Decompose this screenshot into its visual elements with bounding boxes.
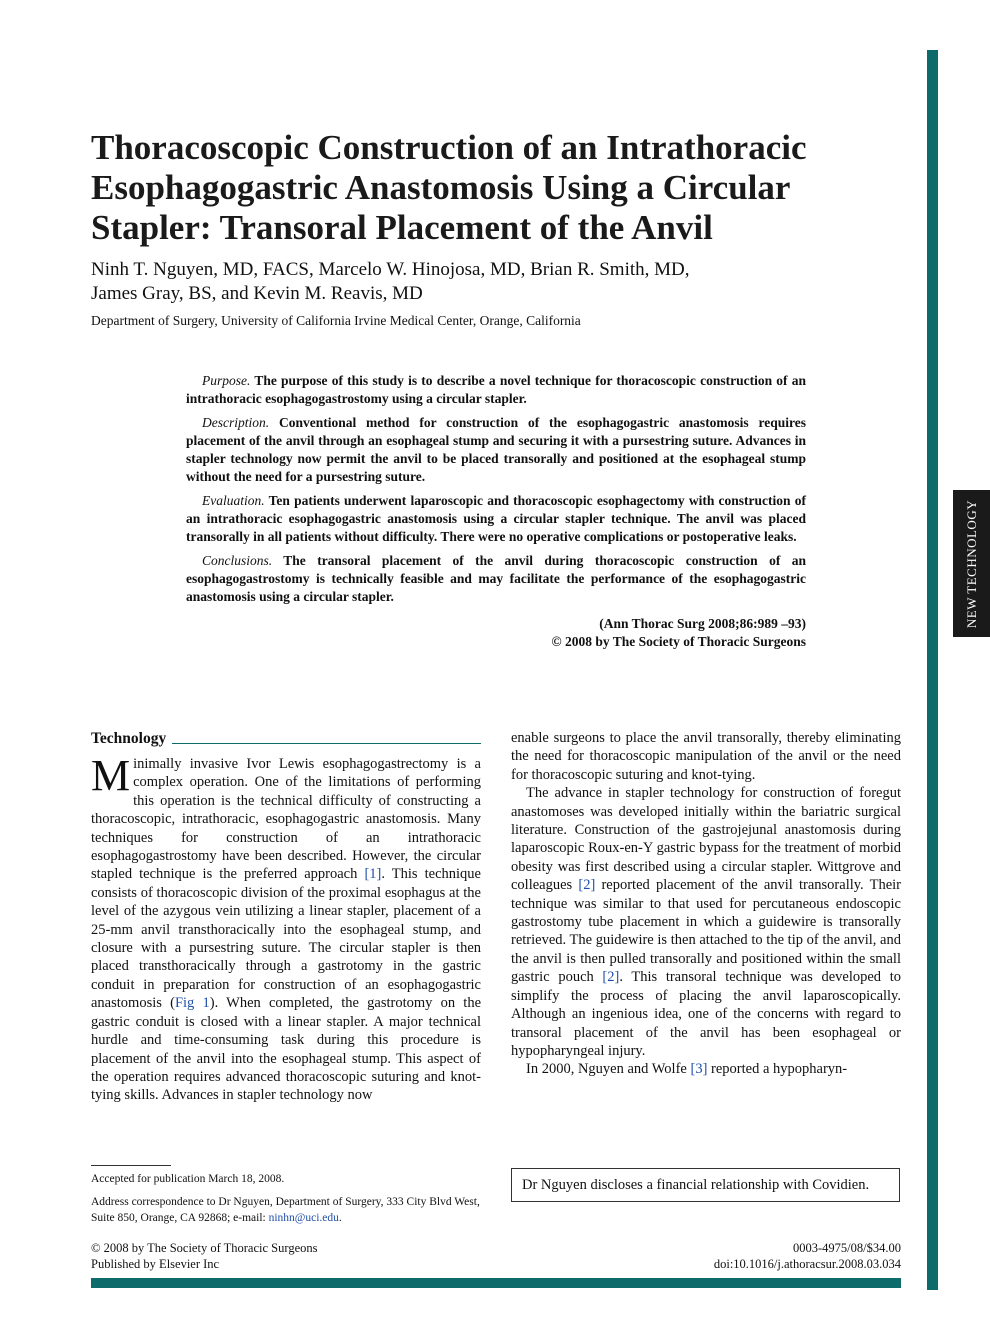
abstract-description (186, 414, 806, 487)
body-column-right (511, 729, 901, 1079)
abstract-label: Description. (202, 414, 270, 430)
drop-cap: M (91, 751, 131, 800)
abstract-conclusions (186, 552, 806, 607)
footer-bar (91, 1278, 901, 1288)
body-text: reported a hypopharyn- (707, 1061, 848, 1078)
author-list (91, 258, 831, 306)
publisher-name: Published by Elsevier Inc (91, 1257, 220, 1271)
heading-rule (172, 743, 481, 744)
section-tab-label: NEW TECHNOLOGY (963, 499, 979, 628)
doi: doi:10.1016/j.athoracsur.2008.03.034 (713, 1257, 901, 1271)
abstract-label: Purpose. (202, 373, 251, 388)
footnote-address (91, 1194, 483, 1226)
issn: 0003-4975/08/$34.00 (793, 1241, 901, 1255)
abstract-text: The purpose of this study is to describe a novel technique for thoracoscopic construction of an intrathoracic esophagogastrostomy using a circular stapler. (186, 373, 806, 407)
affiliation: Department of Surgery, University of California Irvine Medical Center, Orange, California (91, 313, 581, 328)
body-text: inimally invasive Ivor Lewis esophagogastrectomy is a complex operation. One of the limitations of performing this operation is the technical difficulty of constructing a thoracoscopic, intrathoracic, esophagogastric anastomosis. Many techniques for construction of an intrathoracic esophagogastrostomy have been described. However, the circular stapled technique is the preferred approach (91, 756, 481, 883)
author-line: James Gray, BS, and Kevin M. Reavis, MD (91, 283, 423, 304)
reference-link[interactable]: [2] (578, 877, 596, 894)
disclosure-box: Dr Nguyen discloses a financial relationship with Covidien. (511, 1168, 900, 1202)
abstract-purpose (186, 372, 806, 409)
abstract-copyright: © 2008 by The Society of Thoracic Surgeons (551, 633, 806, 649)
journal-accent-bar (927, 50, 938, 1290)
abstract-text: Ten patients underwent laparoscopic and thoracoscopic esophagectomy with construction of an intrathoracic esophagogastric anastomosis using a circular stapler technique. The anvil was placed transorally in all patients without difficulty. There were no operative complications or postoperative leaks. (186, 492, 806, 545)
body-column-left (91, 729, 481, 1105)
footnote-rule (91, 1165, 171, 1166)
author-line: Ninh T. Nguyen, MD, FACS, Marcelo W. Hinojosa, MD, Brian R. Smith, MD, (91, 259, 690, 280)
body-paragraph (91, 751, 482, 1105)
journal-citation: (Ann Thorac Surg 2008;86:989 –93) (599, 615, 806, 631)
body-text: . This technique consists of thoracoscopic division of the proximal esophagus at the level of the azygous vein utilizing a linear stapler, placement of a 25-mm anvil transthoracically into the esophageal stump, and closure with a pursestring suture. The circular stapler is then placed transthoracically through a gastrotomy in the gastric conduit in preparation for construction of an esophagogastric anastomosis ( (91, 866, 481, 1012)
body-paragraph: enable surgeons to place the anvil transorally, thereby eliminating the need for thoracoscopic manipulation of the anvil or the need for thoracoscopic suturing and knot-tying. (511, 730, 901, 783)
title-line: Esophagogastric Anastomosis Using a Circular (91, 168, 791, 207)
abstract-text: Conventional method for construction of the esophagogastric anastomosis requires placement of the anvil through an esophageal stump and securing it with a pursestring suture. Advances in stapler technology now permit the anvil to be placed transorally and positioned at the esophageal stump without the need for a pursestring suture. (186, 414, 807, 485)
figure-link[interactable]: Fig 1 (174, 995, 210, 1012)
footnote-text: Address correspondence to Dr Nguyen, Department of Surgery, 333 City Blvd West, Suite 850, Orange, CA 92868; e-mail: (91, 1196, 480, 1224)
reference-link[interactable]: [2] (602, 969, 620, 986)
section-heading (91, 729, 481, 749)
title-line: Stapler: Transoral Placement of the Anvil (91, 208, 713, 247)
publisher-info (91, 1240, 317, 1272)
article-title (91, 128, 851, 248)
footnote-text: . (338, 1212, 342, 1224)
abstract-label: Evaluation. (202, 492, 265, 508)
abstract-label: Conclusions. (202, 552, 273, 568)
section-tab (953, 490, 990, 637)
email-link[interactable]: ninhn@uci.edu (268, 1212, 339, 1224)
body-text: The advance in stapler technology for construction of foregut anastomoses was developed initially within the bariatric surgical literature. Construction of the gastrojejunal anastomosis during laparoscopic Roux-en-Y gastric bypass for the treatment of morbid obesity was first described using a circular stapler. Wittgrove and colleagues (511, 785, 901, 894)
body-text: In 2000, Nguyen and Wolfe (526, 1061, 691, 1078)
body-text: . This transoral technique was developed to simplify the process of placing the anvil laparoscopically. Although an ingenious idea, one of the concerns with regard to transoral placement of the anvil has been esophageal or hypopharyngeal injury. (511, 969, 901, 1059)
abstract (186, 372, 806, 651)
reference-link[interactable]: [1] (364, 866, 382, 883)
body-text: reported placement of the anvil transorally. Their technique was similar to that used for percutaneous endoscopic gastrostomy tube placement in which a guidewire is transorally retrieved. The guidewire is then attached to the tip of the anvil, and the anvil is then pulled transorally and positioned within the small gastric pouch (511, 877, 901, 986)
reference-link[interactable]: [3] (690, 1061, 708, 1078)
abstract-evaluation (186, 492, 806, 547)
abstract-text: The transoral placement of the anvil during thoracoscopic construction of an esophagogastrostomy is technically feasible and may facilitate the performance of the esophagogastric anastomosis using a circular stapler. (186, 552, 806, 605)
footnote-accepted: Accepted for publication March 18, 2008. (91, 1173, 285, 1185)
body-text: ). When completed, the gastrotomy on the gastric conduit is closed with a linear stapler. A major technical hurdle and time-consuming task during this procedure is placement of the anvil into the esophageal stump. This aspect of the operation requires advanced thoracoscopic suturing and knot-tying skills. Advances in stapler technology now (91, 995, 482, 1104)
section-heading-text: Technology (91, 729, 167, 747)
body-paragraph (511, 784, 901, 1060)
publisher-copyright: © 2008 by The Society of Thoracic Surgeons (91, 1241, 318, 1255)
title-line: Thoracoscopic Construction of an Intrathoracic (91, 128, 807, 167)
article-identifiers (714, 1240, 901, 1272)
body-paragraph (511, 1060, 901, 1078)
